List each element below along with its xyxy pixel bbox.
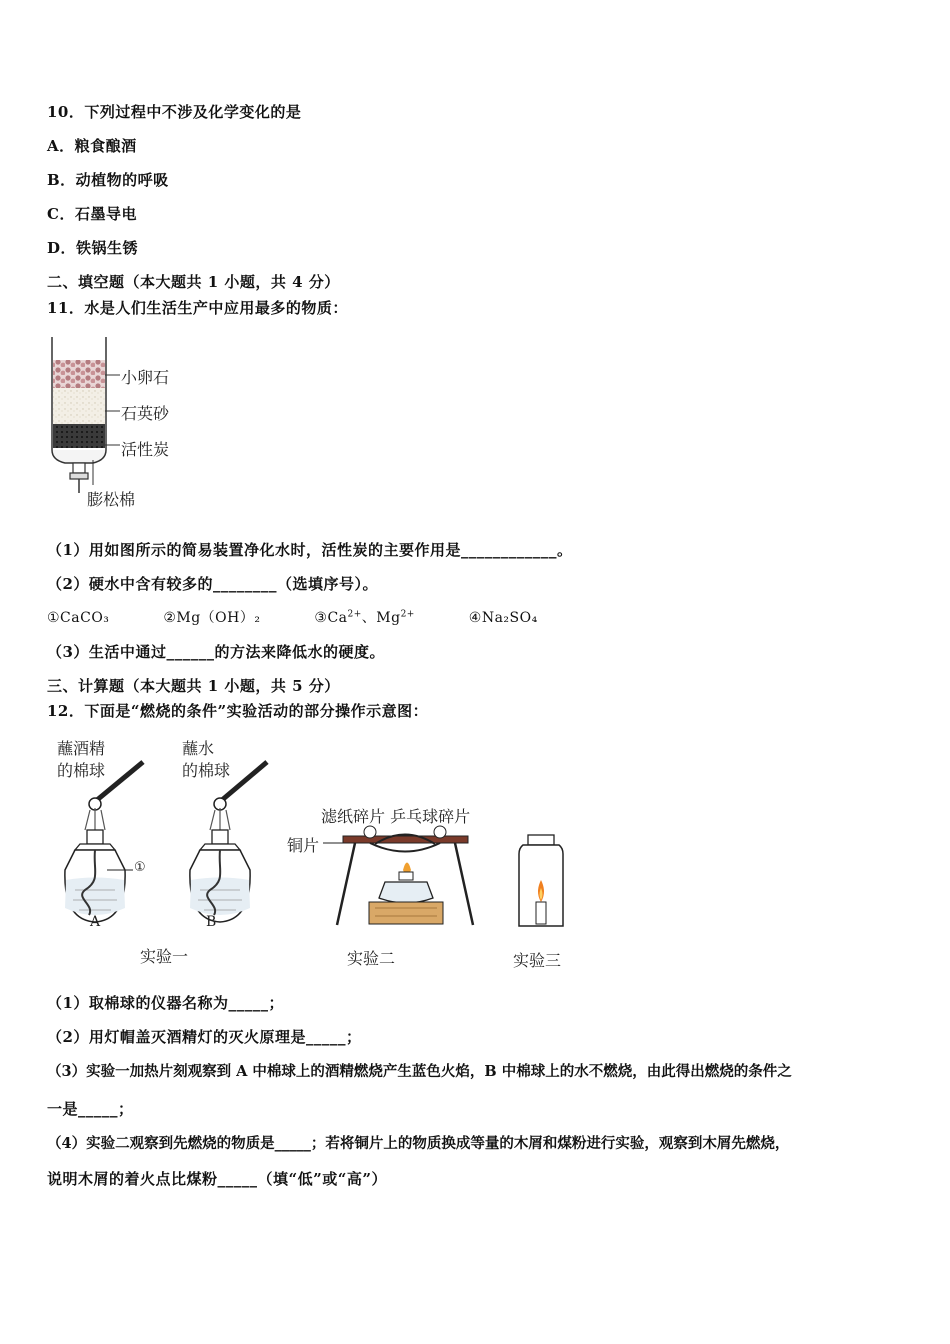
- q10-option-d: D．铁锅生锈: [47, 239, 139, 257]
- label-cotton: 膨松棉: [87, 490, 136, 509]
- q12-stem: 12．下面是“燃烧的条件”实验活动的部分操作示意图：: [47, 702, 429, 720]
- label-filter-pingpong: 滤纸碎片 乒乓球碎片: [321, 807, 471, 826]
- alcohol-lamp-a: [65, 762, 143, 922]
- q12-sub1: （1）取棉球的仪器名称为_____；: [47, 994, 284, 1012]
- label-water-ball-2: 的棉球: [182, 761, 231, 780]
- q12-sub2: （2）用灯帽盖灭酒精灯的灭火原理是_____；: [47, 1028, 362, 1046]
- choice-2: ②Mg（OH）₂: [163, 610, 261, 626]
- choice-4: ④Na₂SO₄: [468, 610, 538, 626]
- q10-option-a: A．粮食酿酒: [47, 137, 137, 155]
- label-copper: 铜片: [287, 836, 320, 855]
- q11-sub3: （3）生活中通过______的方法来降低水的硬度。: [47, 643, 385, 661]
- water-filter-figure: [45, 335, 195, 515]
- label-water-ball-1: 蘸水: [182, 739, 215, 758]
- choice-1: ①CaCO₃: [47, 610, 110, 626]
- q11-sub1: （1）用如图所示的简易装置净化水时，活性炭的主要作用是____________。: [47, 541, 573, 559]
- label-marker-1: ①: [134, 860, 146, 875]
- choice-3: $③Ca^{2+}$、$Mg^{2+}$: [314, 609, 415, 626]
- tripod-experiment-2: [323, 826, 473, 925]
- q10-stem: 10．下列过程中不涉及化学变化的是: [47, 103, 302, 121]
- label-alcohol-ball-2: 的棉球: [57, 761, 106, 780]
- q11-stem: 11．水是人们生活生产中应用最多的物质：: [47, 299, 348, 317]
- q12-sub4-line2: 说明木屑的着火点比煤粉_____（填“低”或“高”）: [47, 1170, 388, 1188]
- q12-sub4-line1: （4）实验二观察到先燃烧的物质是_____；若将铜片上的物质换成等量的木屑和煤粉进行实验，观察到木屑先燃烧，: [47, 1135, 790, 1152]
- q11-sub2: （2）硬水中含有较多的________（选填序号）。: [47, 575, 378, 593]
- q12-sub3-line1: （3）实验一加热片刻观察到 A 中棉球上的酒精燃烧产生蓝色火焰，B 中棉球上的水不燃烧，由此得出燃烧的条件之: [47, 1063, 792, 1080]
- bottle-experiment-3: [519, 835, 563, 926]
- alcohol-lamp-b: [190, 762, 267, 922]
- q12-sub3-line2: 一是_____；: [47, 1100, 134, 1118]
- label-quartz-sand: 石英砂: [121, 404, 170, 423]
- label-alcohol-ball-1: 蘸酒精: [57, 739, 106, 758]
- q11-choices: [47, 607, 538, 627]
- section2-heading: 二、填空题（本大题共 1 小题，共 4 分）: [47, 273, 340, 291]
- label-pebbles: 小卵石: [121, 368, 170, 387]
- label-activated-carbon: 活性炭: [121, 440, 170, 459]
- q10-option-b: B．动植物的呼吸: [47, 171, 169, 189]
- q10-option-c: C．石墨导电: [47, 205, 137, 223]
- label-experiment-1: 实验一: [140, 947, 189, 966]
- combustion-figure: [45, 730, 605, 975]
- label-lamp-a: A: [90, 914, 101, 930]
- combustion-drawing: [45, 730, 605, 975]
- label-experiment-2: 实验二: [347, 949, 396, 968]
- label-experiment-3: 实验三: [513, 951, 562, 970]
- section3-heading: 三、计算题（本大题共 1 小题，共 5 分）: [47, 677, 340, 695]
- label-lamp-b: B: [206, 914, 217, 930]
